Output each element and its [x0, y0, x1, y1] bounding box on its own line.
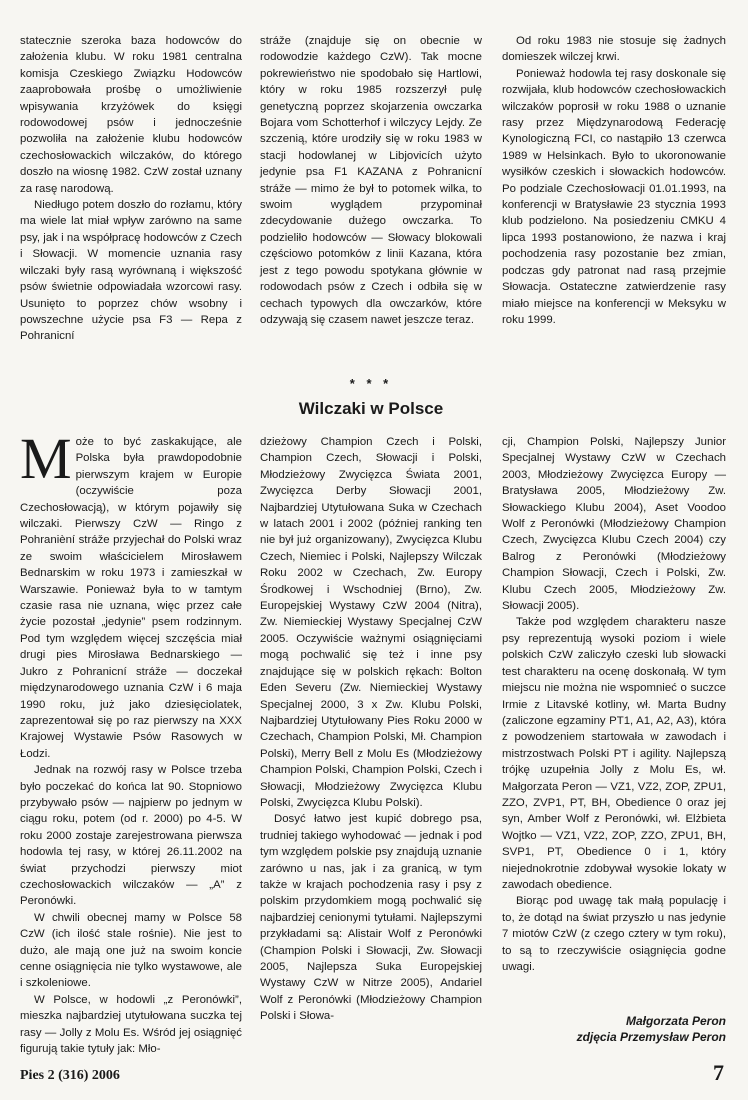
author-name: Małgorzata Peron — [625, 1014, 726, 1028]
article-column-bottom-1 — [20, 426, 242, 1057]
lead-text: oże to być zaskakujące, ale Polska była prawdopodobnie pierwszym krajem w Europie (oczywiście poza Czechosłowacją), w którym pojawiły się wilczaki. Pierwszy CzW — Ringo z Pohranièní stráže przyjechał do Polski wraz ze swoim właścicielem Mirosławem Bednarskim w roku 1973 i zamieszkał w Warszawie. Ponieważ była to w tamtym czasie rasa nie uznana, więc przez całe życie pozostał „jedynie” psem rodzinnym. Pod tym względem więcej szczęścia miał drugi pies Mirosława Bednarskiego — Jukro z Pohranicní stráže — doczekał międzynarodowego uznania CzW i 6 maja 1990 roku, już jako dziesięciolatek, zaprezentował się po raz pierwszy na XXX Krajowej Wystawie Psów Rasowych w Łodzi. — [20, 436, 242, 760]
paragraph: statecznie szeroka baza hodowców do założenia klubu. W roku 1981 centralna komisja Czeskiego Związku Hodowców zaaprobowała prośbę o umożliwienie wpisywania krzyżówek do księgi rodowodowej psów i jednocześnie pozwoliła na założenie klubu hodowców czechosłowackich wilczaków, do którego doszło na wiosnę 1982. CzW został uznany za rasę narodową. — [20, 35, 242, 195]
paragraph: Także pod względem charakteru nasze psy reprezentują wysoki poziom i wiele polskich CzW zaliczyło czeski lub słowacki test charakteru na ocenę doskonałą. W tym miejscu nie można nie wspomnieć o suczce Irmie z Litavské kotliny, wł. Marta Budny (zaliczone egzaminy PT1, A1, A2, A3), która z powodzeniem startowała w zawodach i mistrzostwach Polski PT i agility. Najlepszą trójkę uzupełnia Jolly z Molu Es, wł. Małgorzata Peron — VZ1, VZ2, ZOP, ZPU1, ZZO, ZVP1, PT, BH, Obedience 0 oraz jej syn, Amber Wolf z Peronówki, wł. Elżbieta Wojtko — VZ1, VZ2, ZOP, ZZO, ZPU1, BH, SVP1, PT, Obedience 0 i 1, który niejednokrotnie zdobywał wysokie lokaty w zawodach obedience. — [502, 616, 726, 891]
section-title: Wilczaki w Polsce — [298, 399, 444, 418]
paragraph: dzieżowy Champion Czech i Polski, Champion Czech, Słowacji i Polski, Młodzieżowy Zwycięzca Świata 2001, Zwycięzca Derby Słowacji 2001, Najbardziej Utytułowana Suka w Czechach w latach 2001 i 2002 (później ranking ten nie był już organizowany), Zwycięzca Klubu Czech, Niemiec i Polski, Najlepszy Wilczak Roku 2002 w Czechach, Zw. Europy Środkowej i Wschodniej (Brno), Zw. Europejskiej Wystawy CzW 2004 (Nitra), Zw. Niemieckiej Wystawy Specjalnej CzW 2005. Oczywiście ważnymi osiągnięciami mogą pochwalić się też i inne psy znajdujące się w polskich rękach: Bolton Eden Severu (Zw. Niemieckiej Wystawy Specjalnej 2000, 3 x Zw. Klubu Polski, Najbardziej Utytułowany Pies Roku 2000 w Czechach, Champion Polski, Mł. Champion Polski), Merry Bell z Molu Es (Młodzieżowy Champion Polski, Champion Polski, Czech i Słowacji, Młodzieżowy Zwycięzca Klubu Polski, Zwycięzca Klubu Polski). — [260, 436, 482, 809]
paragraph: Dosyć łatwo jest kupić dobrego psa, trudniej takiego wyhodować — jednak i pod tym względem polskie psy znajdują uznanie zarówno u nas, jak i za granicą, w tym także w krajach pochodzenia rasy i psy z polskim przydomkiem mogą pochwalić się najbardziej cenionymi tytułami. Najlepszymi przykładami są: Alistair Wolf z Peronówki (Champion Polski i Słowacji, Zw. Słowacji 2005, Najlepsza Suka Europejskiej Wystawy CzW w Nitrze 2005), Andariel Wolf z Peronówki (Młodzieżowy Champion Polski i Słowa- — [260, 813, 482, 1023]
article-column-top-3 — [502, 33, 726, 328]
page-number: 7 — [713, 1060, 724, 1085]
lead-paragraph — [20, 426, 242, 762]
article-signature — [502, 1013, 726, 1045]
footer-issue: Pies 2 (316) 2006 — [20, 1068, 120, 1083]
section-separator: * * * — [349, 376, 393, 391]
paragraph: stráže (znajduje się on obecnie w rodowodzie każdego CzW). Tak mocne pokrewieństwo nie spodobało się Hartlowi, który w roku 1985 rozszerzył pulę genetyczną poprzez skojarzenia owczarka Bojara vom Schotterhof i wilczycy Lejdy. Ze szczenią, które urodziły się w roku 1983 w stacji hodowlanej w Libjovicích użyto jedynie psa F1 KAZANA z Pohranicní stráže — mimo że był to potomek wilka, to swoim wyglądem przypominał zdecydowanie dużego owczarka. To podzieliło hodowców — Słowacy blokowali częściowo potomków z linii Kazana, która jest z tego powodu spotykana głównie w rodowodach psów z Czech i odbiła się w cechach typowych dla owczarków, które odzywają się czasem nawet jeszcze teraz. — [260, 35, 482, 326]
paragraph: Ponieważ hodowla tej rasy doskonale się rozwijała, klub hodowców czechosłowackich wilczaków poprosił w roku 1988 o uznanie rasy przez Międzynarodową Federację Kynologiczną FCI, co nastąpiło 13 czerwca 1989 w Helsinkach. Było to ukoronowanie wysiłków czeskich i słowackich hodowców. Po podziale Czechosłowacji 01.01.1993, na konferencji w Bratysławie 23 stycznia 1993 klub podzielono. Na posiedzeniu CMKU 4 lipca 1993 postanowiono, że nazwa i kraj pochodzenia rasy pozostanie bez zmian, podczas gdy patronat nad rasą przejmie Słowacja. Ostateczne zatwierdzenie rasy miało miejsce na konferencji w Meksyku w roku 1999. — [502, 67, 726, 326]
article-column-bottom-2 — [260, 434, 482, 1025]
article-column-top-2 — [260, 33, 482, 328]
article-column-bottom-3 — [502, 434, 726, 975]
paragraph: Biorąc pod uwagę tak małą populację i to, że dotąd na świat przyszło u nas jedynie 7 miotów CzW (z czego cztery w tym roku), to są to rzeczywiście osiągnięcia godne uwagi. — [502, 895, 726, 973]
article-column-top-1 — [20, 33, 242, 345]
photo-credit: zdjęcia Przemysław Peron — [576, 1030, 726, 1044]
paragraph: cji, Champion Polski, Najlepszy Junior Specjalnej Wystawy CzW w Czechach 2003, Młodzieżowy Zwycięzca Europy — Bratysława 2005, Młodzieżowy Zw. Słowackiego Klubu 2004), Aset Voodoo Wolf z Peronówki (Młodzieżowy Champion Czech, Zwycięzca Klubu Czech 2004) czy Balrog z Peronówki (Młodzieżowy Champion Słowacji, Czech i Polski, Zw. Klubu Czech 2005, Młodzieżowy Zw. Słowacji 2005). — [502, 436, 726, 613]
paragraph: W chwili obecnej mamy w Polsce 58 CzW (ich ilość stale rośnie). Nie jest to dużo, ale mają one już na swoim koncie cenne osiągnięcia nie tylko wystawowe, ale i szkoleniowe. — [20, 911, 242, 990]
paragraph: W Polsce, w hodowli „z Peronówki”, mieszka najbardziej utytułowana suczka tej rasy — Jolly z Molu Es. Wśród jej osiągnięć figurują takie tytuły jak: Mło- — [20, 993, 242, 1056]
paragraph: Jednak na rozwój rasy w Polsce trzeba było poczekać do końca lat 90. Stopniowo przybywało psów — najpierw po jednym w ciągu roku, potem (od r. 2000) po 4-5. W roku 2000 zostaje zarejestrowana pierwsza hodowla tej rasy, w której 26.11.2002 na świat przychodzi pierwszy miot czechosłowackich wilczaków — „A” z Peronówki. — [20, 764, 242, 908]
paragraph: Od roku 1983 nie stosuje się żadnych domieszek wilczej krwi. — [502, 35, 726, 64]
paragraph: Niedługo potem doszło do rozłamu, który ma wiele lat miał wpływ zarówno na same psy, jak i na współpracę hodowców z Czech i Słowacji. W momencie uznania rasy wilczaki były rasą wyrównaną i większość psów świetnie odpowiadała wzorcowi rasy. Usunięto to poprzez chów wsobny i powszechne użycie psa F3 — Repa z Pohranicní — [20, 199, 242, 343]
drop-cap: M — [20, 426, 72, 491]
